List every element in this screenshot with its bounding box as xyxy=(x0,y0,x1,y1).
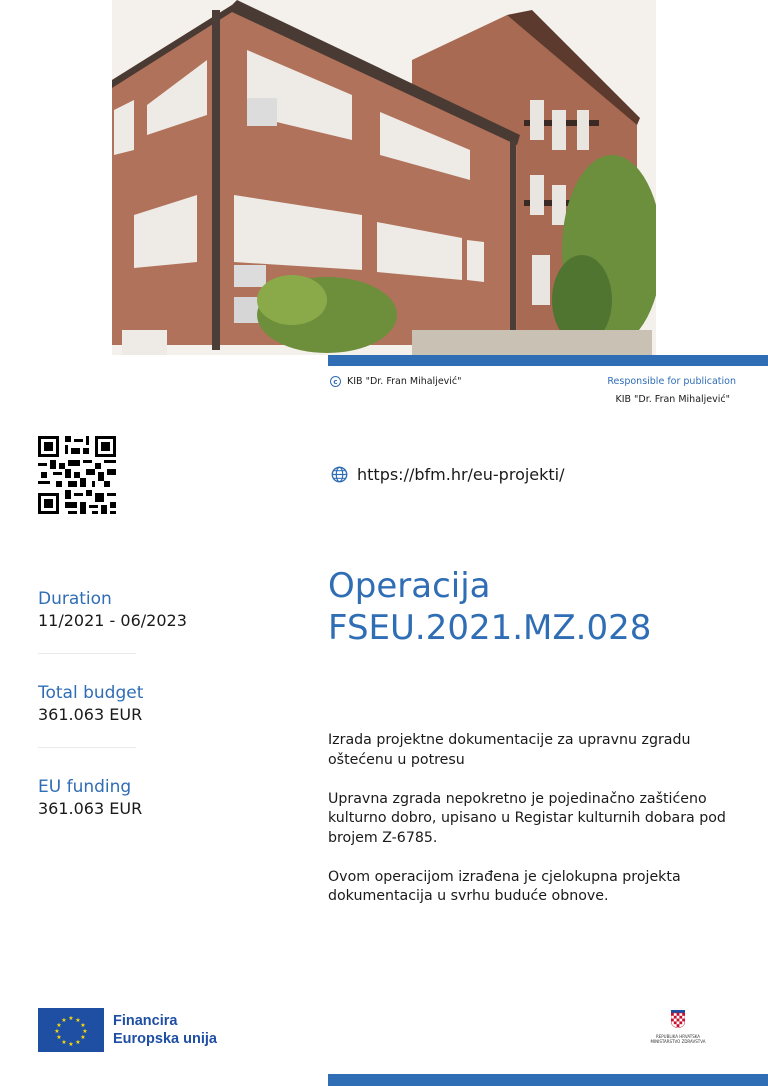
responsible-label: Responsible for publication xyxy=(607,376,736,387)
eu-flag-icon xyxy=(38,1008,104,1052)
divider xyxy=(38,653,136,654)
description-paragraph: Upravna zgrada nepokretno je pojedinačno zaštićeno kulturno dobro, upisano u Registar kulturnih dobara pod brojem Z-6785. xyxy=(328,790,726,846)
croatian-coat-of-arms-icon xyxy=(671,1010,685,1028)
title-line-2: FSEU.2021.MZ.028 xyxy=(328,608,652,648)
eu-logo xyxy=(38,1008,217,1052)
copyright-icon: c xyxy=(330,376,341,387)
title-line-1: Operacija xyxy=(328,566,491,606)
fact-value: 361.063 EUR xyxy=(38,799,143,818)
svg-text:★: ★ xyxy=(61,1017,67,1024)
description-paragraph: Ovom operacijom izrađena je cjelokupna projekta dokumentacija u svrhu buduće obnove. xyxy=(328,868,681,904)
description-paragraph: Izrada projektne dokumentacije za upravnu zgradu oštećenu u potresu xyxy=(328,732,691,768)
svg-text:★: ★ xyxy=(75,1039,81,1046)
divider xyxy=(38,747,136,748)
page-title xyxy=(328,565,651,649)
fact-duration xyxy=(38,588,238,632)
svg-text:★: ★ xyxy=(56,1022,62,1029)
accent-bar-top xyxy=(328,355,768,366)
svg-text:★: ★ xyxy=(68,1041,74,1048)
svg-text:★: ★ xyxy=(80,1022,86,1029)
accent-bar-bottom xyxy=(328,1074,768,1086)
building-photo xyxy=(112,0,656,355)
project-facts xyxy=(38,588,238,820)
qr-code[interactable] xyxy=(38,436,116,514)
eu-logo-line-2: Europska unija xyxy=(113,1031,217,1047)
fact-total-budget xyxy=(38,682,238,726)
fact-label: Duration xyxy=(38,589,112,609)
fact-label: Total budget xyxy=(38,683,144,703)
globe-icon xyxy=(331,466,348,483)
photo-credit-text: KIB "Dr. Fran Mihaljević" xyxy=(347,376,462,387)
responsible-value: KIB "Dr. Fran Mihaljević" xyxy=(615,394,730,405)
photo-credit xyxy=(330,376,462,387)
website-link[interactable] xyxy=(331,465,565,484)
fact-value: 361.063 EUR xyxy=(38,705,143,724)
eu-logo-text xyxy=(113,1012,217,1048)
svg-text:★: ★ xyxy=(75,1017,81,1024)
svg-text:★: ★ xyxy=(80,1034,86,1041)
eu-logo-line-1: Financira xyxy=(113,1013,178,1029)
svg-text:★: ★ xyxy=(61,1039,67,1046)
website-url[interactable]: https://bfm.hr/eu-projekti/ xyxy=(357,465,565,484)
fact-eu-funding xyxy=(38,776,238,820)
svg-text:★: ★ xyxy=(54,1028,60,1035)
svg-text:★: ★ xyxy=(56,1034,62,1041)
svg-text:★: ★ xyxy=(68,1015,74,1022)
ministry-logo xyxy=(648,1010,708,1044)
project-description xyxy=(328,731,748,926)
svg-text:★: ★ xyxy=(82,1028,88,1035)
fact-value: 11/2021 - 06/2023 xyxy=(38,611,187,630)
fact-label: EU funding xyxy=(38,777,132,797)
ministry-logo-text: REPUBLIKA HRVATSKA MINISTARSTVO ZDRAVSTVA xyxy=(650,1034,706,1044)
